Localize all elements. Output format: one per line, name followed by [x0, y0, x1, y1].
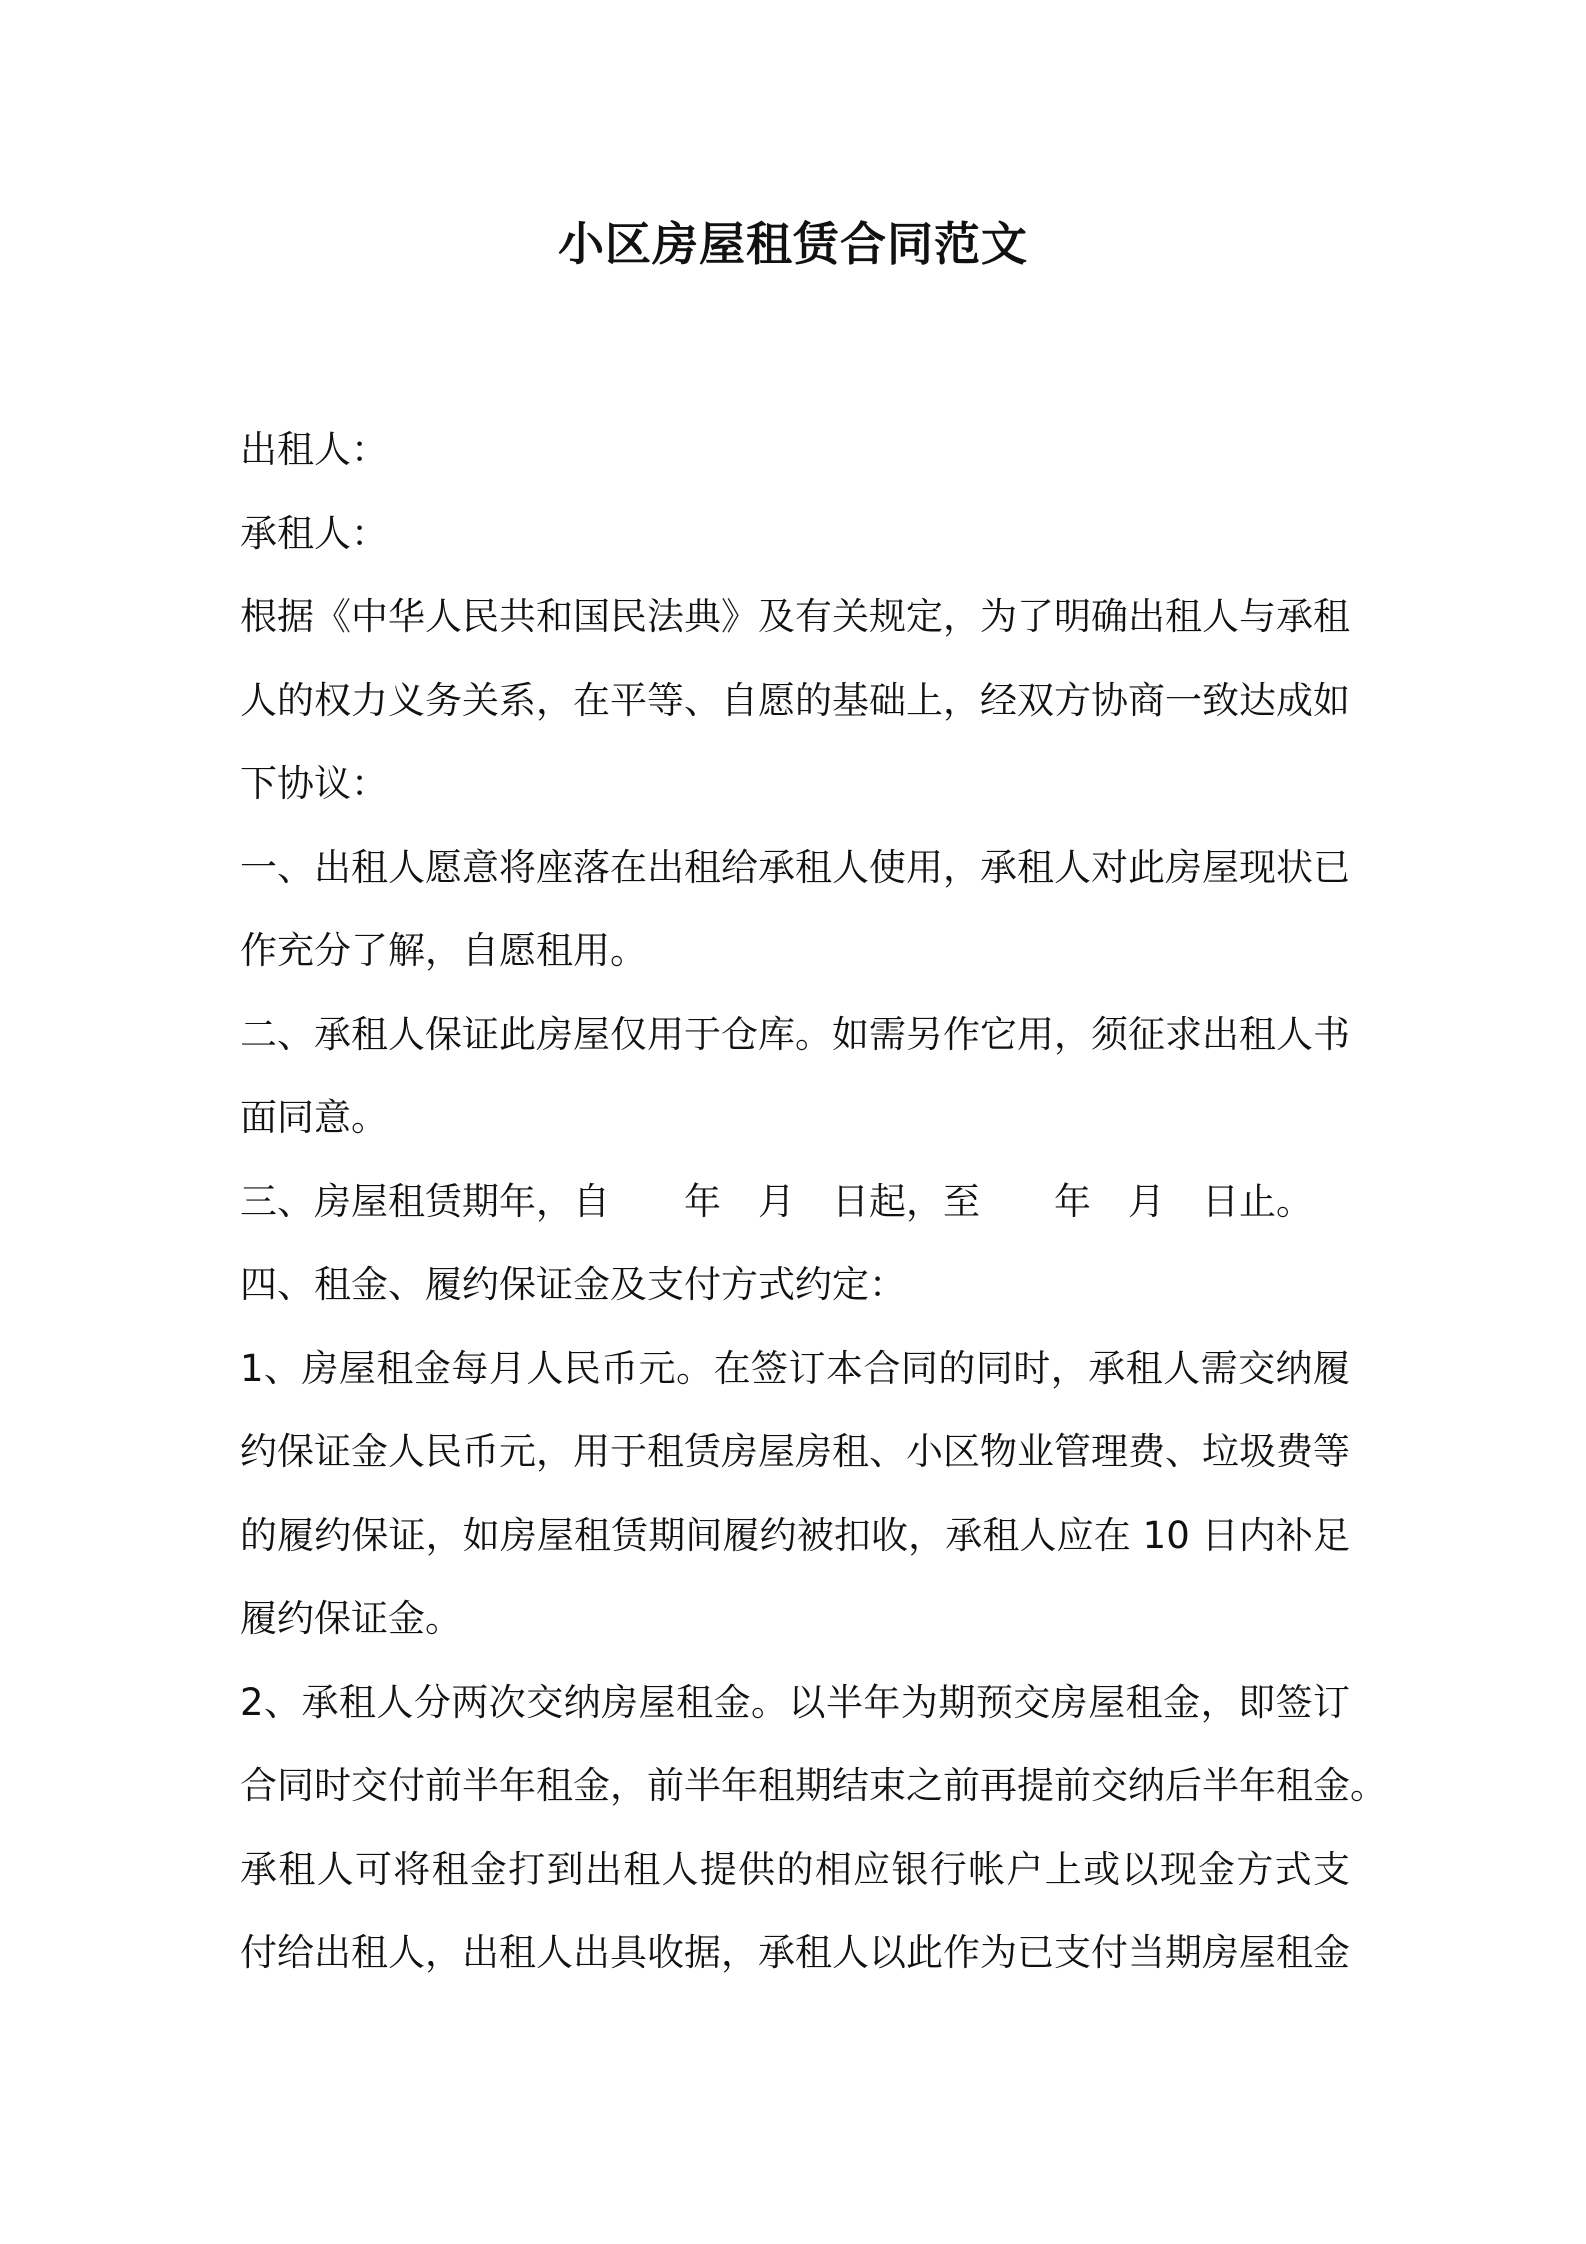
document-line: 承租人可将租金打到出租人提供的相应银行帐户上或以现金方式支	[240, 1847, 1350, 1891]
document-line: 作充分了解，自愿租用。	[240, 929, 647, 972]
document-title: 小区房屋租赁合同范文	[558, 217, 1028, 271]
document-line: 人的权力义务关系，在平等、自愿的基础上，经双方协商一致达成如	[240, 678, 1350, 722]
document-line: 合同时交付前半年租金，前半年租期结束之前再提前交纳后半年租金。	[240, 1764, 1387, 1807]
document-line: 根据《中华人民共和国民法典》及有关规定，为了明确出租人与承租	[240, 595, 1350, 638]
document-line: 面同意。	[240, 1096, 388, 1139]
document-line: 出租人：	[240, 428, 388, 471]
document-line: 2、承租人分两次交纳房屋租金。以半年为期预交房屋租金，即签订	[240, 1680, 1350, 1724]
document-body	[240, 408, 1387, 1995]
document-line: 承租人：	[240, 511, 388, 555]
document-line: 三、房屋租赁期年，自 年 月 日起，至 年 月 日止。	[240, 1179, 1313, 1223]
document-line: 1、房屋租金每月人民币元。在签订本合同的同时，承租人需交纳履	[240, 1346, 1350, 1390]
document-line: 四、租金、履约保证金及支付方式约定：	[240, 1263, 906, 1306]
document-line: 的履约保证，如房屋租赁期间履约被扣收，承租人应在 10 日内补足	[240, 1513, 1350, 1557]
document-line: 约保证金人民币元，用于租赁房屋房租、小区物业管理费、垃圾费等	[240, 1430, 1350, 1473]
document-line: 履约保证金。	[240, 1597, 462, 1640]
document-line: 下协议：	[240, 762, 388, 805]
document-line: 付给出租人，出租人出具收据，承租人以此作为已支付当期房屋租金	[240, 1931, 1350, 1974]
document-line: 二、承租人保证此房屋仅用于仓库。如需另作它用，须征求出租人书	[240, 1012, 1350, 1056]
document-line: 一、出租人愿意将座落在出租给承租人使用，承租人对此房屋现状已	[240, 845, 1350, 889]
